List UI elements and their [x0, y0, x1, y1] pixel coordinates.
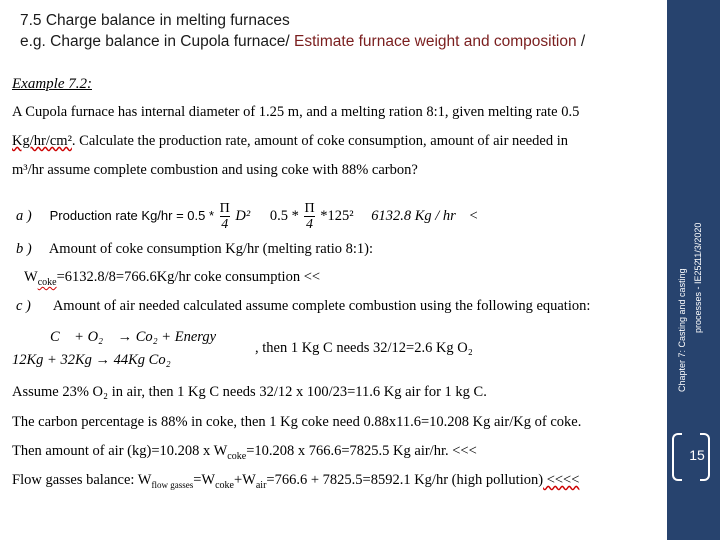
equation-2: 12Kg + 32Kg → 44Kg Co₂ — [12, 352, 171, 368]
page-number: 15 — [689, 447, 705, 463]
calc-line-3-b: =10.208 x 766.6=7825.5 Kg air/hr. <<< — [246, 443, 477, 459]
problem-line-2-rest: . Calculate the production rate, amount of coke consumption, amount of air needed in — [71, 133, 568, 149]
calc-line-4-arrows: <<<< — [543, 472, 580, 488]
part-a-d2: D² — [235, 207, 251, 224]
equation-1: C + O₂ → Co₂ + Energy — [50, 329, 217, 345]
calc-line-4-b: =W — [193, 472, 216, 488]
part-a-frac2-num: Π — [304, 201, 315, 216]
part-c — [16, 298, 590, 315]
part-c-text: Amount of air needed calculated assume complete combustion using the following equation: — [52, 298, 591, 314]
calc-line-3-sub: coke — [227, 450, 247, 462]
part-a — [16, 201, 478, 232]
chapter-label-2: processes - IE252 — [693, 260, 703, 333]
part-a-fraction-2 — [304, 201, 314, 232]
calc-line-4-sub1: flow gasses — [151, 479, 194, 490]
calc-line-4-c: +W — [233, 472, 256, 488]
part-b-result — [24, 269, 320, 288]
part-b-marker: b ) — [16, 241, 32, 257]
part-b — [16, 241, 373, 258]
part-a-mid: 0.5 * — [269, 207, 299, 224]
calc-line-4-d: =766.6 + 7825.5=8592.1 Kg/hr (high pollution) — [266, 472, 544, 488]
part-a-mid-2: *125² — [320, 207, 354, 224]
example-label: Example 7.2: — [12, 76, 92, 92]
part-a-result: 6132.8 Kg / hr — [371, 207, 456, 224]
title-line-1: 7.5 Charge balance in melting furnaces — [20, 12, 290, 29]
calc-line-3 — [12, 443, 477, 462]
part-a-fraction — [220, 201, 230, 232]
chapter-label-1: Chapter 7: Casting and casting — [677, 268, 687, 392]
calc-line-1: Assume 23% O₂ in air, then 1 Kg C needs 32/12 x 100/23=11.6 Kg air for 1 kg C. — [12, 384, 487, 400]
title-line-2-prefix: e.g. Charge balance in Cupola furnace/ — [20, 33, 295, 50]
title-line-2-suffix: / — [576, 33, 586, 50]
part-a-marker: a ) — [16, 207, 32, 224]
calc-line-4-sub2: coke — [215, 479, 234, 491]
title-line-2-highlight: Estimate furnace weight and composition — [294, 33, 577, 50]
part-a-text: Production rate Kg/hr = 0.5 * — [49, 207, 215, 223]
part-a-frac2-den: 4 — [306, 217, 314, 232]
calc-line-3-a: Then amount of air (kg)=10.208 x W — [12, 443, 228, 459]
calc-line-2: The carbon percentage is 88% in coke, then 1 Kg coke need 0.88x11.6=10.208 Kg air/Kg of coke. — [12, 414, 582, 430]
part-b-result-rest: =6132.8/8=766.6Kg/hr coke consumption << — [56, 269, 321, 285]
problem-line-2 — [12, 133, 568, 150]
part-a-frac-num: Π — [219, 201, 230, 216]
unit-kg-hr-cm2: Kg/hr/cm² — [12, 133, 72, 149]
slide-date: 11/3/2020 — [693, 222, 703, 262]
part-a-arrow: < — [469, 207, 478, 224]
part-b-result-w: W — [24, 269, 38, 285]
problem-line-3: m³/hr assume complete combustion and using coke with 88% carbon? — [12, 162, 418, 178]
part-b-result-sub: coke — [37, 276, 57, 288]
calc-line-4 — [12, 472, 579, 491]
part-c-marker: c ) — [16, 298, 31, 314]
calc-line-4-a: Flow gasses balance: W — [12, 472, 152, 488]
equation-note: , then 1 Kg C needs 32/12=2.6 Kg O₂ — [255, 340, 473, 356]
problem-line-1: A Cupola furnace has internal diameter of 1.25 m, and a melting ration 8:1, given melting rate 0.5 — [12, 104, 580, 120]
part-a-frac-den: 4 — [221, 217, 229, 232]
part-b-text: Amount of coke consumption Kg/hr (melting ratio 8:1): — [48, 241, 374, 257]
calc-line-4-sub3: air — [255, 479, 267, 491]
